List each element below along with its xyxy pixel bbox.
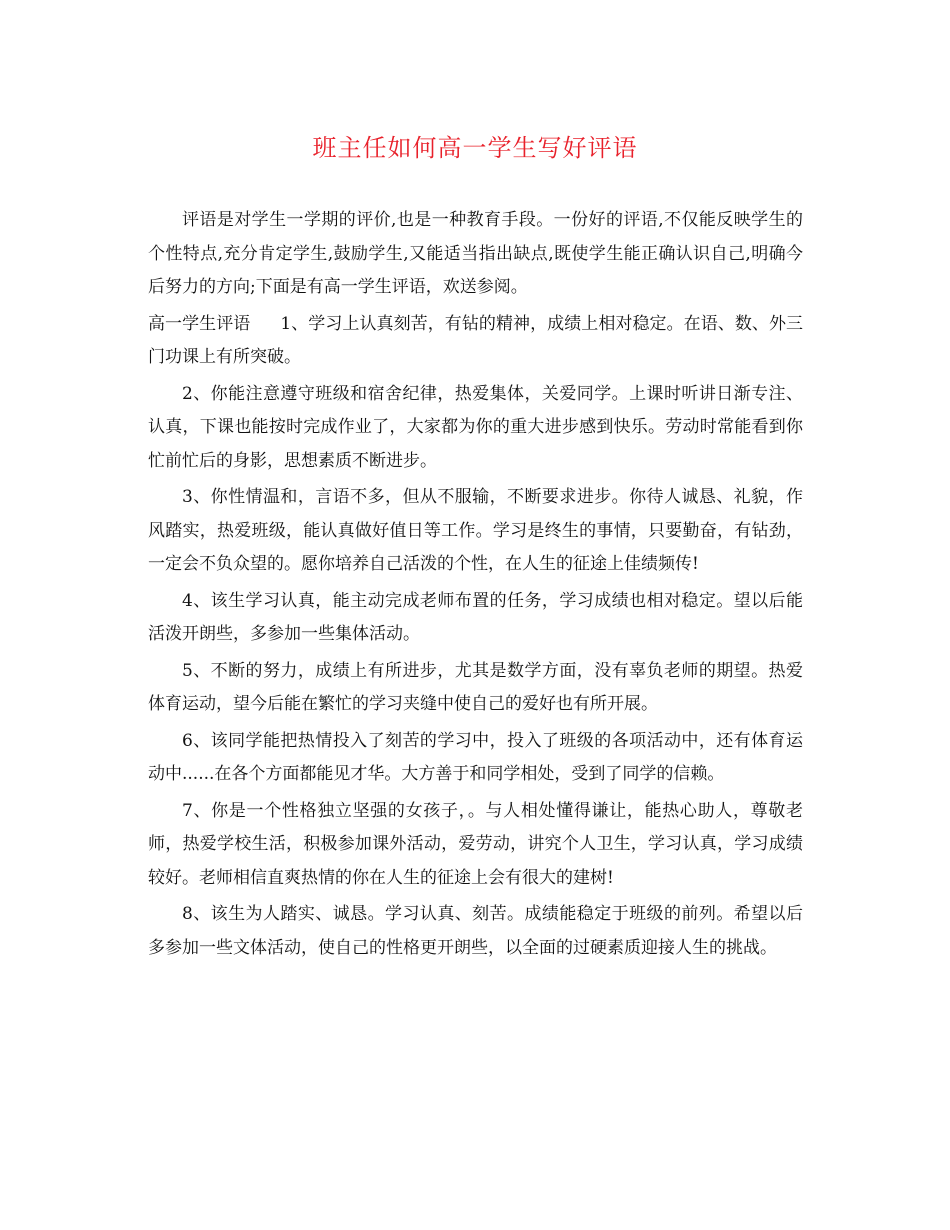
comment-paragraph-1	[148, 308, 803, 375]
comment-paragraph-3: 3、你性情温和，言语不多，但从不服输，不断要求进步。你待人诚恳、礼貌，作风踏实，热爱班级，能认真做好值日等工作。学习是终生的事情，只要勤奋，有钻劲，一定会不负众望的。愿你培养自己活泼的个性，在人生的征途上佳绩频传!	[148, 487, 803, 574]
comment-1-text: 1、学习上认真刻苦，有钻的精神，成绩上相对稳定。在语、数、外三门功课上有所突破。	[148, 313, 803, 367]
document-body	[148, 204, 803, 968]
comment-paragraph-2: 2、你能注意遵守班级和宿舍纪律，热爱集体，关爱同学。上课时听讲日渐专注、认真，下课也能按时完成作业了，大家都为你的重大进步感到快乐。劳动时常能看到你忙前忙后的身影，思想素质不断进步。	[148, 383, 803, 471]
comment-paragraph-6: 6、该同学能把热情投入了刻苦的学习中，投入了班级的各项活动中，还有体育运动中......在各个方面都能见才华。大方善于和同学相处，受到了同学的信赖。	[148, 730, 803, 784]
comment-paragraph-7: 7、你是一个性格独立坚强的女孩子，。与人相处懂得谦让，能热心助人，尊敬老师，热爱学校生活，积极参加课外活动，爱劳动，讲究个人卫生，学习认真，学习成绩较好。老师相信直爽热情的你在人生的征途上会有很大的建树!	[148, 800, 803, 888]
intro-paragraph: 评语是对学生一学期的评价,也是一种教育手段。一份好的评语,不仅能反映学生的个性特点,充分肯定学生,鼓励学生,又能适当指出缺点,既使学生能正确认识自己,明确今后努力的方向;下面是有高一学生评语，欢送参阅。	[148, 210, 803, 297]
section-label: 高一学生评语	[148, 313, 251, 334]
document-title: 班主任如何高一学生写好评语	[312, 134, 638, 162]
comment-paragraph-5: 5、不断的努力，成绩上有所进步，尤其是数学方面，没有辜负老师的期望。热爱体育运动，望今后能在繁忙的学习夹缝中使自己的爱好也有所开展。	[148, 660, 803, 714]
comment-paragraph-8: 8、该生为人踏实、诚恳。学习认真、刻苦。成绩能稳定于班级的前列。希望以后多参加一些文体活动，使自己的性格更开朗些，以全面的过硬素质迎接人生的挑战。	[148, 904, 803, 958]
comment-paragraph-4: 4、该生学习认真，能主动完成老师布置的任务，学习成绩也相对稳定。望以后能活泼开朗些，多参加一些集体活动。	[148, 590, 803, 644]
